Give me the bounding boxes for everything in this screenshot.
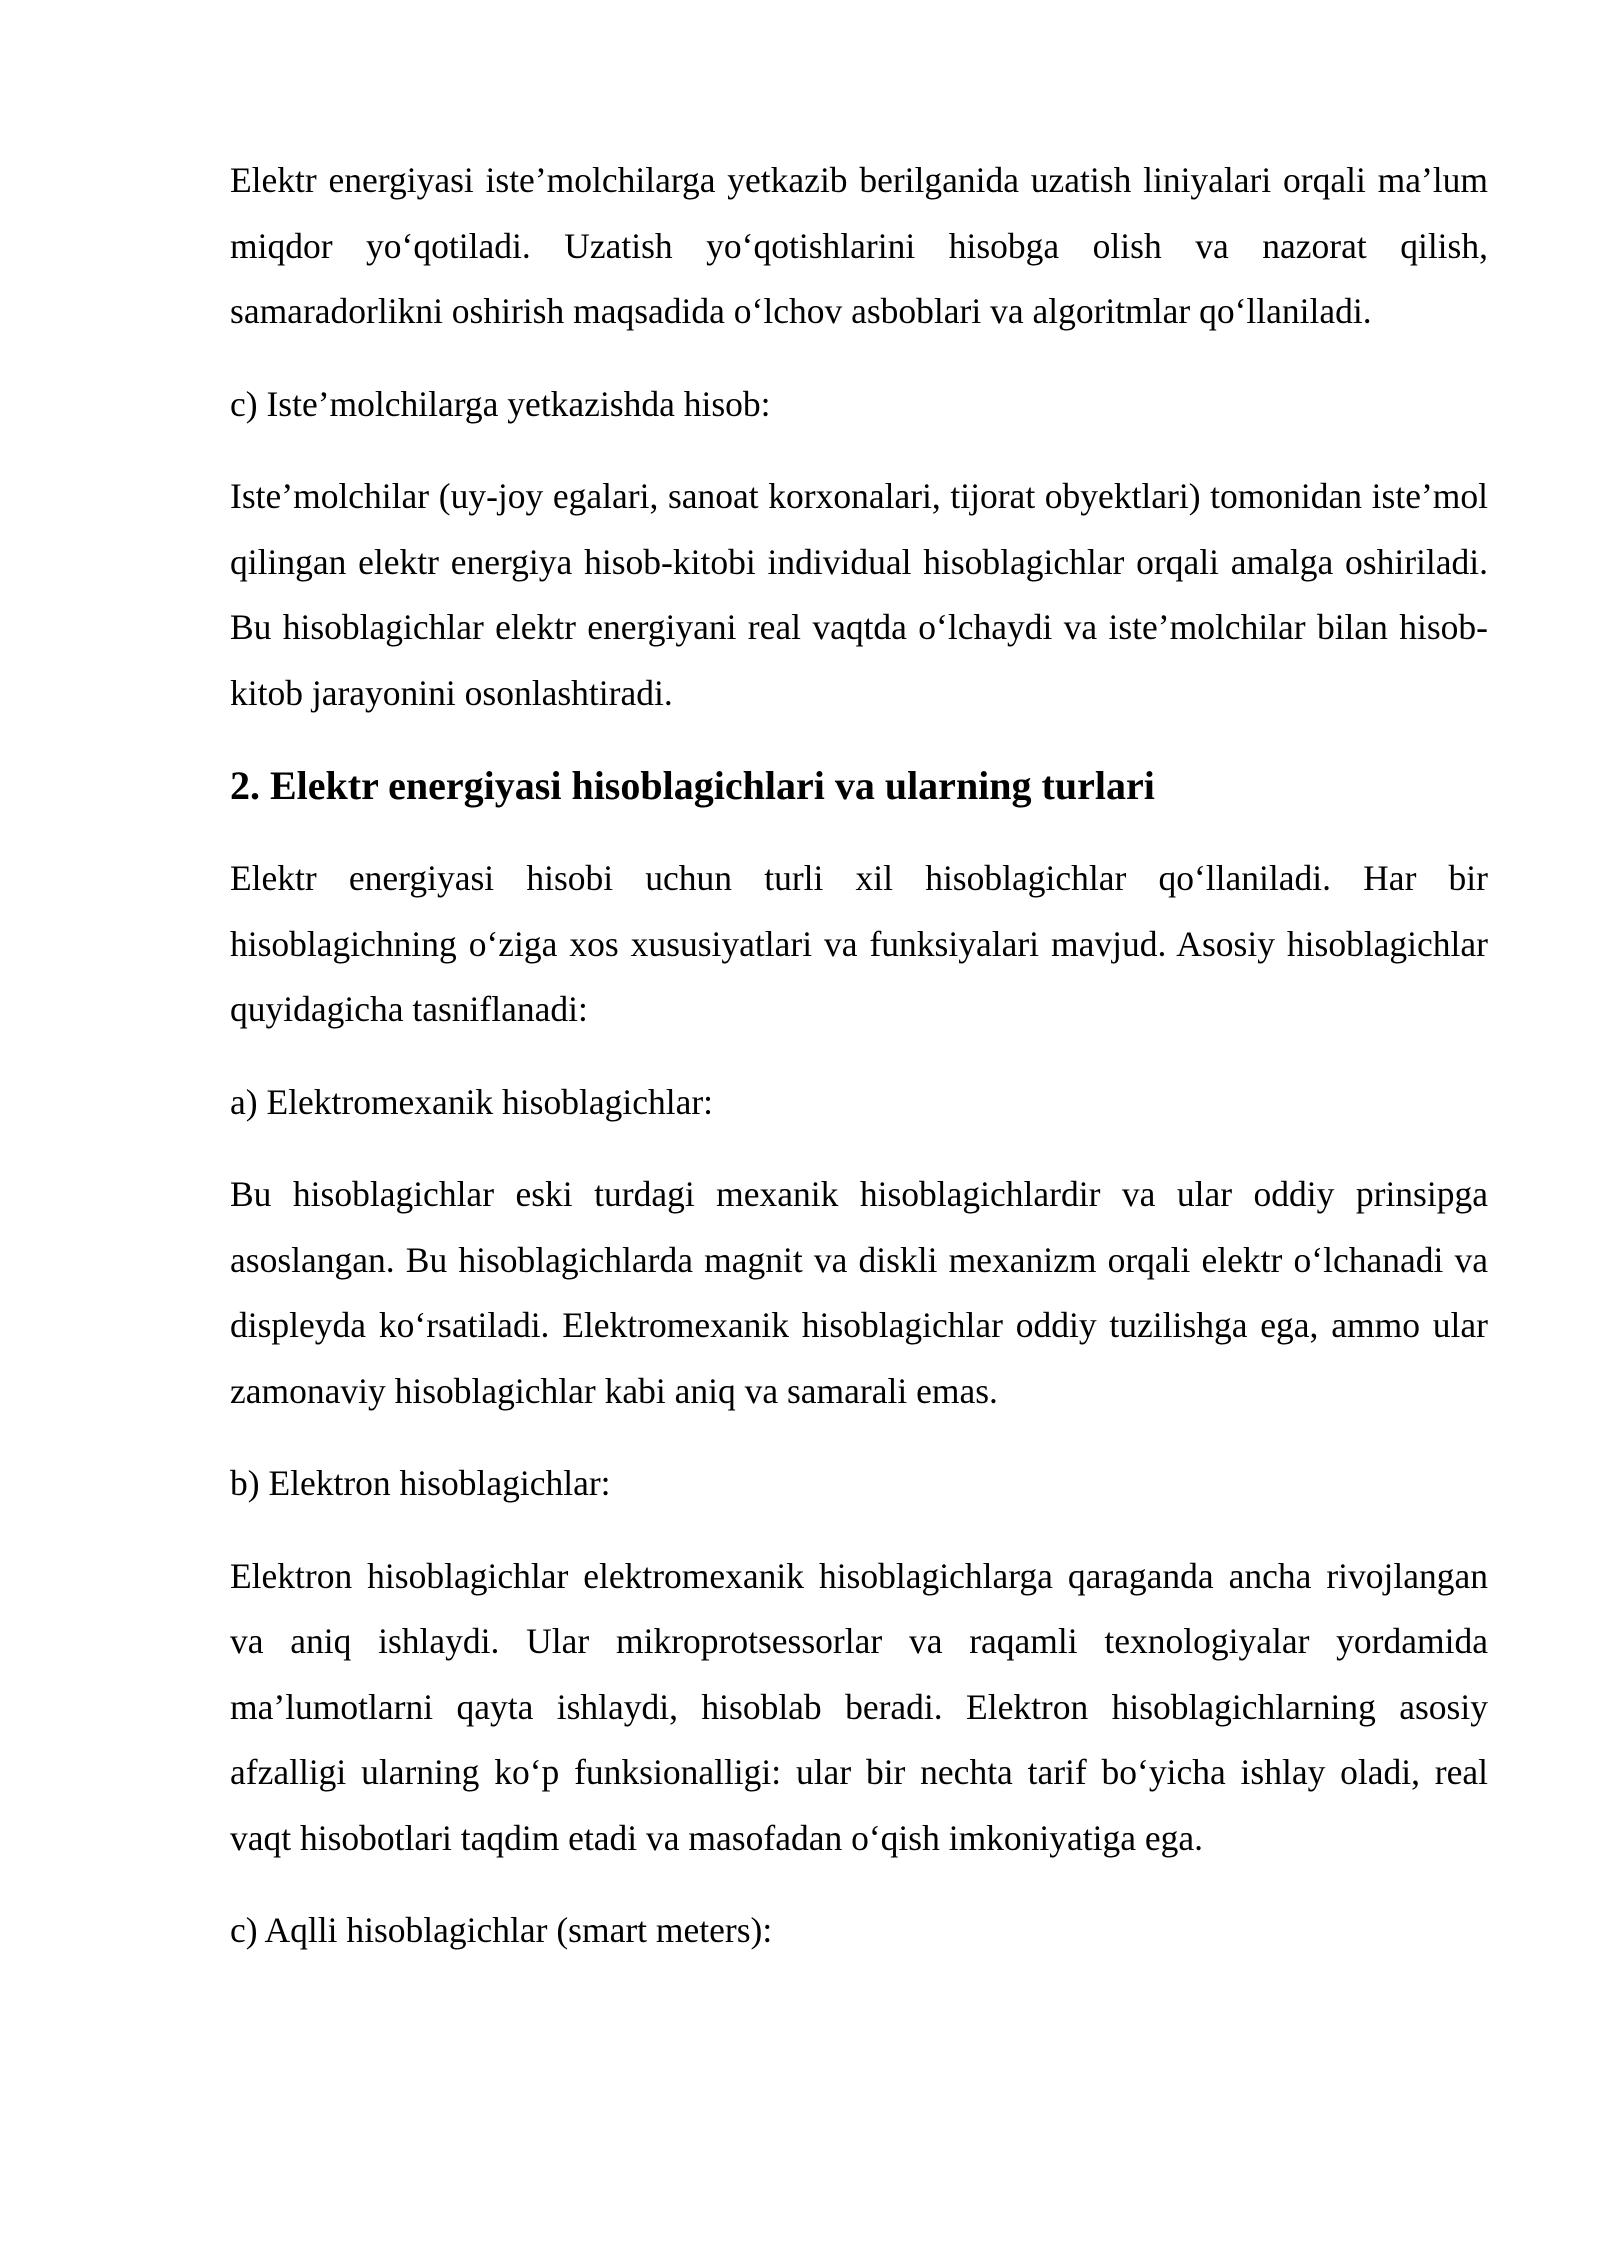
paragraph-consumer-metering: Iste’molchilar (uy-joy egalari, sanoat korxonalari, tijorat obyektlari) tomonidan iste’mol qilingan elektr energiya hisob-kitobi individual hisoblagichlar orqali amalga oshiriladi. Bu hisoblagichlar elektr energiyani real vaqtda o‘lchaydi va iste’molchilar bilan hisob-kitob jarayonini osonlashtiradi.	[230, 476, 1488, 713]
section-heading-meter-types: 2. Elektr energiyasi hisoblagichlari va ularning turlari	[230, 763, 1155, 808]
paragraph-meter-classification: Elektr energiyasi hisobi uchun turli xil hisoblagichlar qo‘llaniladi. Har bir hisoblagichning o‘ziga xos xususiyatlari va funksiyalari mavjud. Asosiy hisoblagichlar quyidagicha tasniflanadi:	[230, 858, 1488, 1029]
document-page	[230, 148, 1488, 1991]
paragraph-transmission-losses: Elektr energiyasi iste’molchilarga yetkazib berilganida uzatish liniyalari orqali ma’lum miqdor yo‘qotiladi. Uzatish yo‘qotishlarini hisobga olish va nazorat qilish, samaradorlikni oshirish maqsadida o‘lchov asboblari va algoritmlar qo‘llaniladi.	[230, 160, 1488, 331]
subsection-electronic-label: b) Elektron hisoblagichlar:	[230, 1463, 611, 1503]
subsection-smart-meters-label: c) Aqlli hisoblagichlar (smart meters):	[230, 1910, 773, 1950]
subsection-electromechanical-label: a) Elektromexanik hisoblagichlar:	[230, 1081, 714, 1122]
subsection-consumer-metering-label: c) Iste’molchilarga yetkazishda hisob:	[230, 383, 771, 424]
paragraph-electronic: Elektron hisoblagichlar elektromexanik hisoblagichlarga qaraganda ancha rivojlangan va aniq ishlaydi. Ular mikroprotsessorlar va raqamli texnologiyalar yordamida ma’lumotlarni qayta ishlaydi, hisoblab beradi. Elektron hisoblagichlarning asosiy afzalligi ularning ko‘p funksionalligi: ular bir nechta tarif bo‘yicha ishlay oladi, real vaqt hisobotlari taqdim etadi va masofadan o‘qish imkoniyatiga ega.	[230, 1555, 1488, 1858]
paragraph-electromechanical: Bu hisoblagichlar eski turdagi mexanik hisoblagichlardir va ular oddiy prinsipga asoslangan. Bu hisoblagichlarda magnit va diskli mexanizm orqali elektr o‘lchanadi va displeyda ko‘rsatiladi. Elektromexanik hisoblagichlar oddiy tuzilishga ega, ammo ular zamonaviy hisoblagichlar kabi aniq va samarali emas.	[230, 1174, 1488, 1411]
